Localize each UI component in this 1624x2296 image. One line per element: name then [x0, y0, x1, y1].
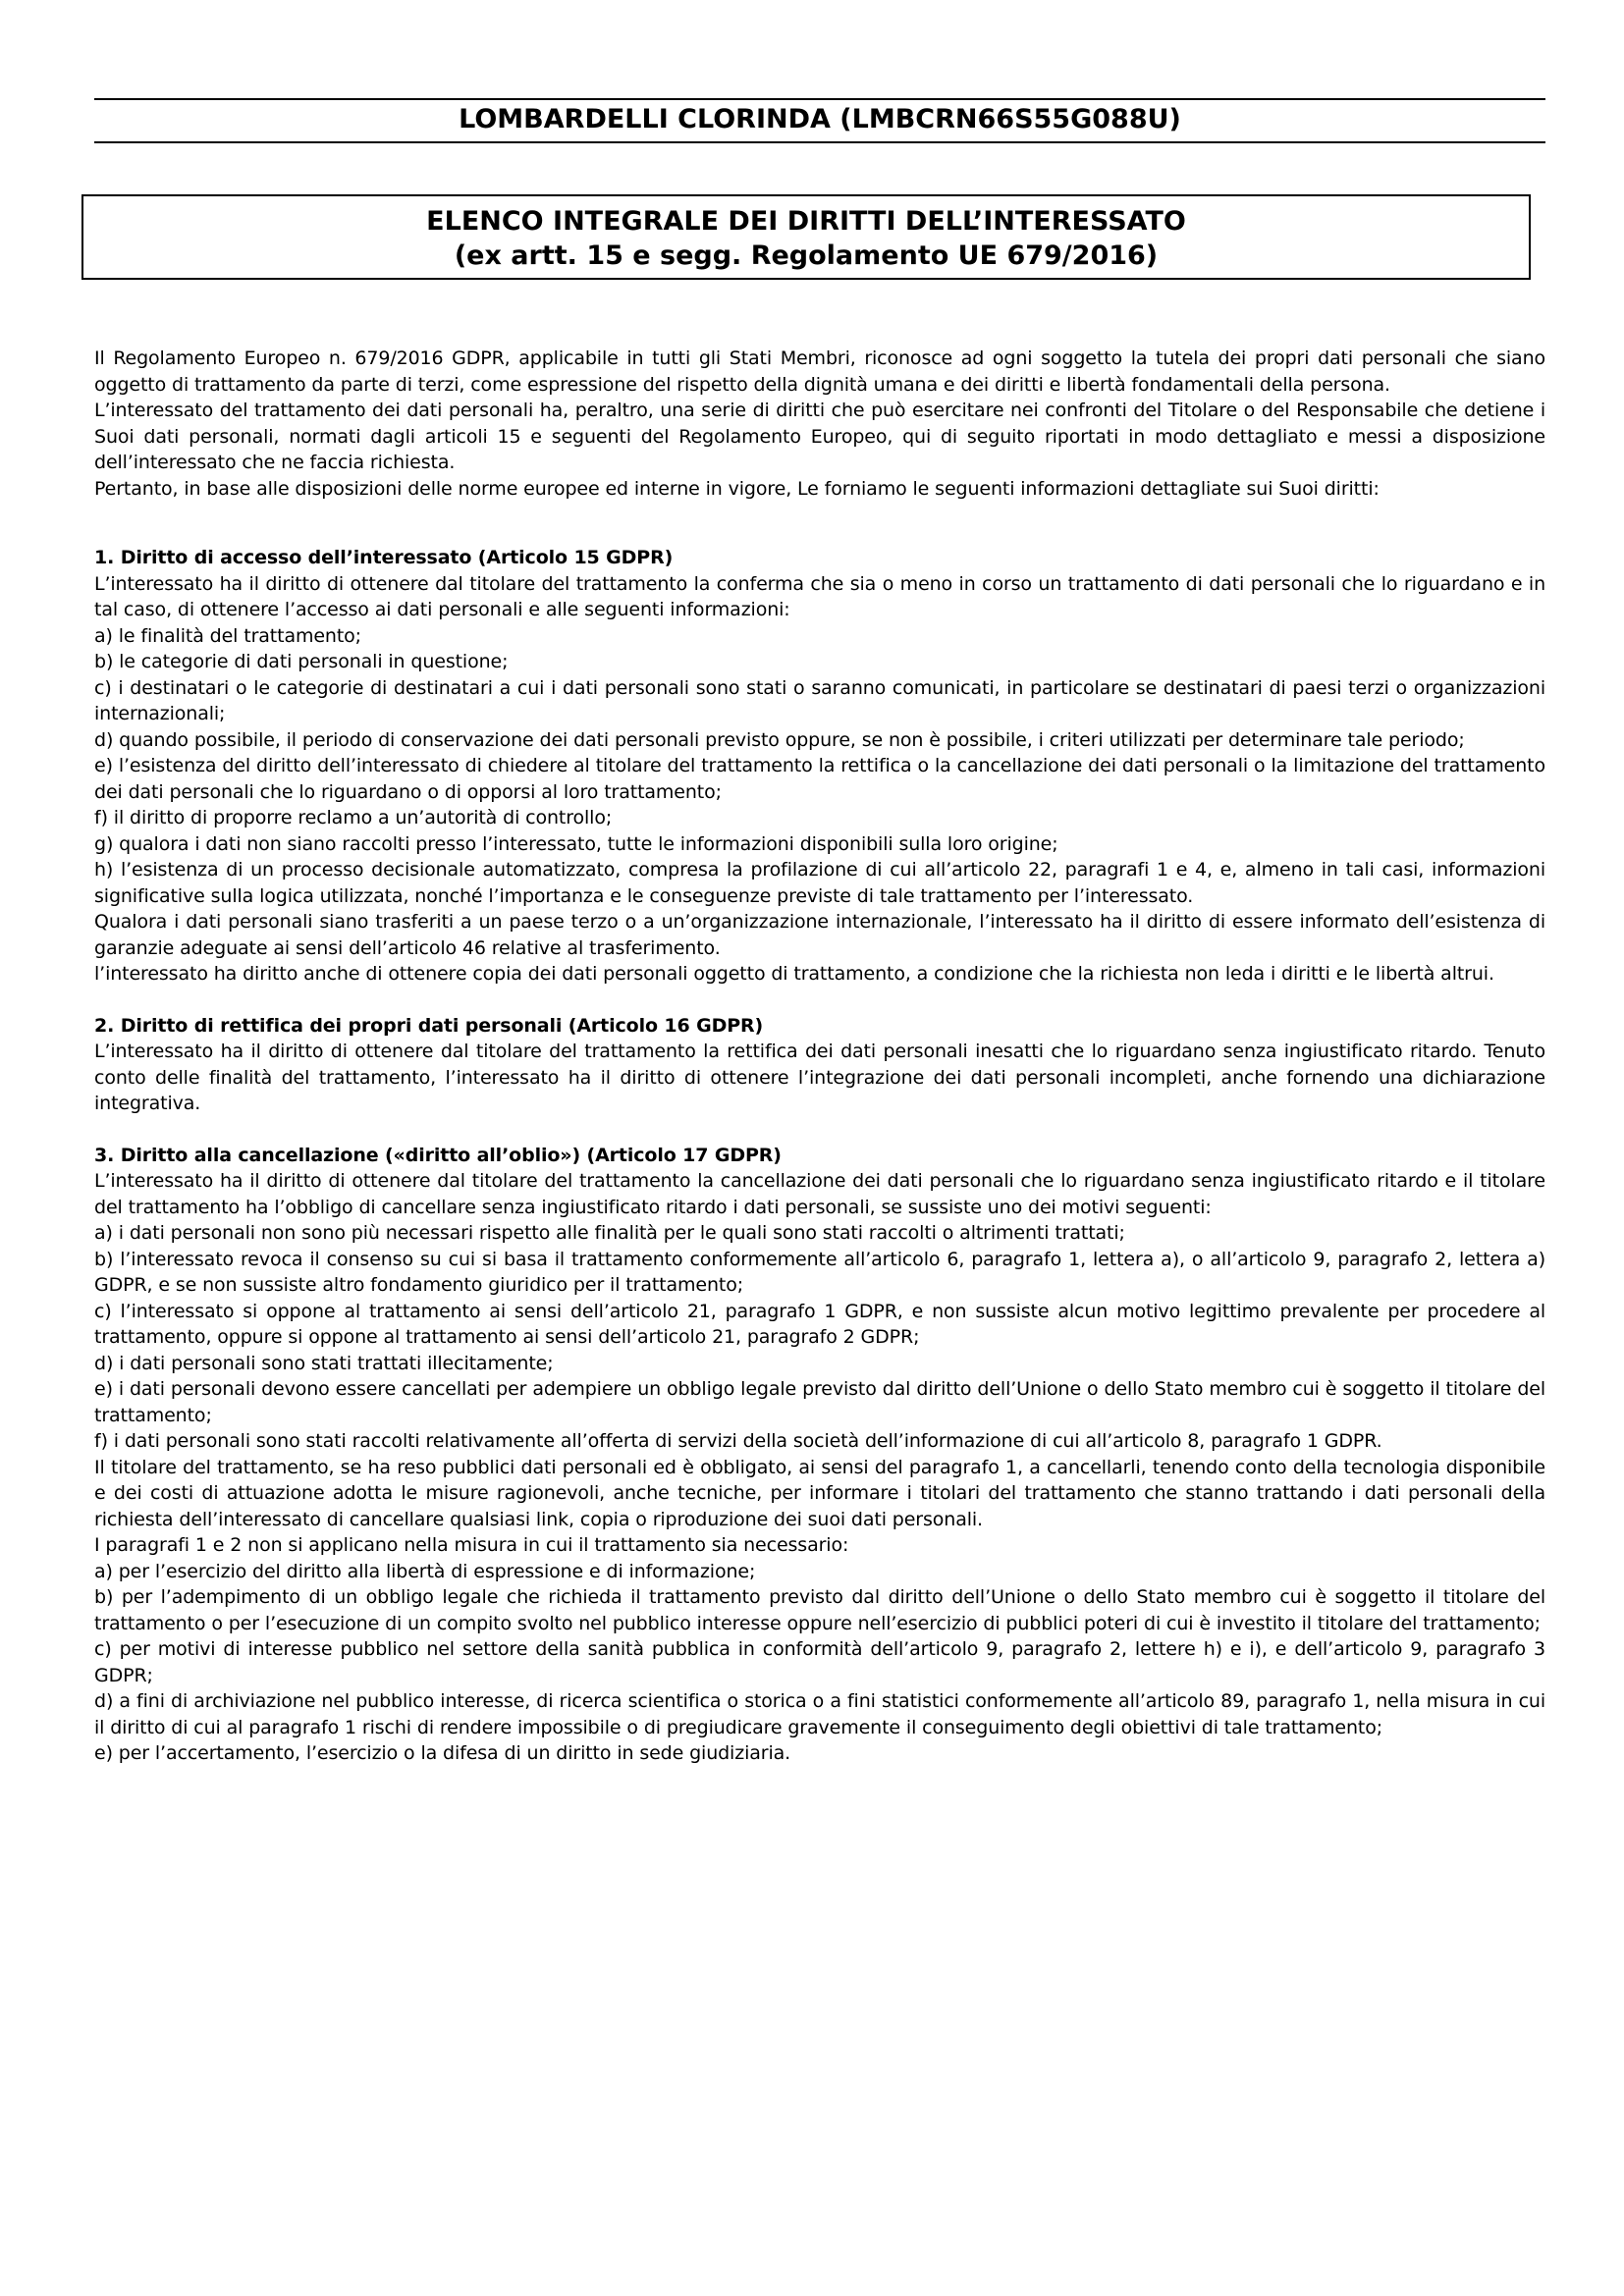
list-item: d) a fini di archiviazione nel pubblico interesse, di ricerca scientifica o storica o a fini statistici conformemente all’articolo 89, paragrafo 1, nella misura in cui il diritto di cui al paragrafo 1 rischi di rendere impossibile o di pregiudicare gravemente il conseguimento degli obiettivi di tale trattamento; — [94, 1690, 1545, 1738]
list-item: f) i dati personali sono stati raccolti relativamente all’offerta di servizi della società dell’informazione di cui all’articolo 8, paragrafo 1 GDPR. — [94, 1430, 1382, 1452]
list-item: b) le categorie di dati personali in questione; — [94, 651, 509, 672]
header-bottom-rule — [94, 141, 1545, 143]
intro-paragraph-2: L’interessato del trattamento dei dati personali ha, peraltro, una serie di diritti che può esercitare nei confronti del Titolare o del Responsabile che detiene i Suoi dati personali, normati dagli articoli 15 e seguenti del Regolamento Europeo, qui di seguito riportati in modo dettagliato e messi a disposizione dell’interessato che ne faccia richiesta. — [94, 400, 1545, 473]
document-title-line2: (ex artt. 15 e segg. Regolamento UE 679/2016) — [454, 240, 1159, 271]
section-text: Il titolare del trattamento, se ha reso pubblici dati personali ed è obbligato, ai sensi del paragrafo 1, a cancellarli, tenendo conto della tecnologia disponibile e dei costi di attuazione adotta le misure ragionevoli, anche tecniche, per informare i titolari del trattamento che stanno trattando i dati personali della richiesta dell’interessato di cancellare qualsiasi link, copia o riproduzione dei suoi dati personali. — [94, 1456, 1545, 1530]
list-item: d) quando possibile, il periodo di conservazione dei dati personali previsto oppure, se non è possibile, i criteri utilizzati per determinare tale periodo; — [94, 728, 1465, 751]
section-title: 3. Diritto alla cancellazione («diritto all’oblio») (Articolo 17 GDPR) — [94, 1144, 782, 1166]
section-text: l’interessato ha diritto anche di ottenere copia dei dati personali oggetto di trattamento, a condizione che la richiesta non leda i diritti e le libertà altrui. — [94, 963, 1494, 985]
section-title: 1. Diritto di accesso dell’interessato (Articolo 15 GDPR) — [94, 547, 674, 568]
list-item: b) per l’adempimento di un obbligo legale che richieda il trattamento previsto dal diritto dell’Unione o dello Stato membro cui è soggetto il titolare del trattamento o per l’esecuzione di un compito svolto nel pubblico interesse oppure nell’esercizio di pubblici poteri di cui è investito il titolare del trattamento; — [94, 1586, 1545, 1634]
list-item: a) le finalità del trattamento; — [94, 624, 361, 647]
header-name-code: LOMBARDELLI CLORINDA (LMBCRN66S55G088U) — [459, 104, 1181, 134]
list-item: c) l’interessato si oppone al trattamento ai sensi dell’articolo 21, paragrafo 1 GDPR, e non sussiste alcun motivo legittimo prevalente per procedere al trattamento, oppure si oppone al trattamento ai sensi dell’articolo 21, paragrafo 2 GDPR; — [94, 1300, 1545, 1348]
list-item: e) l’esistenza del diritto dell’interessato di chiedere al titolare del trattamento la rettifica o la cancellazione dei dati personali o la limitazione del trattamento dei dati personali che lo riguardano o di opporsi al loro trattamento; — [94, 755, 1545, 803]
section-text: L’interessato ha il diritto di ottenere dal titolare del trattamento la cancellazione dei dati personali che lo riguardano senza ingiustificato ritardo e il titolare del trattamento ha l’obbligo di cancellare senza ingiustificato ritardo i dati personali, se sussiste uno dei motivi seguenti: — [94, 1170, 1545, 1218]
list-item: c) i destinatari o le categorie di destinatari a cui i dati personali sono stati o saranno comunicati, in particolare se destinatari di paesi terzi o organizzazioni internazionali; — [94, 676, 1545, 724]
list-item: g) qualora i dati non siano raccolti presso l’interessato, tutte le informazioni disponibili sulla loro origine; — [94, 832, 1058, 855]
document-body — [94, 346, 1545, 1767]
list-item: a) i dati personali non sono più necessari rispetto alle finalità per le quali sono stati raccolti o altrimenti trattati; — [94, 1222, 1125, 1244]
list-item: f) il diritto di proporre reclamo a un’autorità di controllo; — [94, 807, 613, 828]
intro-paragraph-3: Pertanto, in base alle disposizioni delle norme europee ed interne in vigore, Le forniamo le seguenti informazioni dettagliate sui Suoi diritti: — [94, 477, 1380, 500]
list-item: e) per l’accertamento, l’esercizio o la difesa di un diritto in sede giudiziaria. — [94, 1742, 791, 1764]
section-text: I paragrafi 1 e 2 non si applicano nella misura in cui il trattamento sia necessario: — [94, 1534, 849, 1556]
document-title-line1: ELENCO INTEGRALE DEI DIRITTI DELL’INTERESSATO — [426, 206, 1186, 237]
section-erasure-right — [94, 1143, 1545, 1767]
section-text: L’interessato ha il diritto di ottenere dal titolare del trattamento la rettifica dei dati personali inesatti che lo riguardano senza ingiustificato ritardo. Tenuto conto delle finalità del trattamento, l’interessato ha il diritto di ottenere l’integrazione dei dati personali incompleti, anche fornendo una dichiarazione integrativa. — [94, 1041, 1545, 1114]
list-item: c) per motivi di interesse pubblico nel settore della sanità pubblica in conformità dell’articolo 9, paragrafo 2, lettere h) e i), e dell’articolo 9, paragrafo 3 GDPR; — [94, 1638, 1545, 1686]
list-item: h) l’esistenza di un processo decisionale automatizzato, compresa la profilazione di cui all’articolo 22, paragrafi 1 e 4, e, almeno in tali casi, informazioni significative sulla logica utilizzata, nonché l’importanza e le conseguenze previste di tale trattamento per l’interessato. — [94, 859, 1545, 907]
section-text: Qualora i dati personali siano trasferiti a un paese terzo o a un’organizzazione internazionale, l’interessato ha il diritto di essere informato dell’esistenza di garanzie adeguate ai sensi dell’articolo 46 relative al trasferimento. — [94, 911, 1545, 959]
intro-block — [94, 346, 1545, 502]
header-top-rule — [94, 98, 1545, 100]
list-item: b) l’interessato revoca il consenso su cui si basa il trattamento conformemente all’articolo 6, paragrafo 1, lettera a), o all’articolo 9, paragrafo 2, lettera a) GDPR, e se non sussiste altro fondamento giuridico per il trattamento; — [94, 1248, 1545, 1296]
section-text: L’interessato ha il diritto di ottenere dal titolare del trattamento la conferma che sia o meno in corso un trattamento di dati personali che lo riguardano e in tal caso, di ottenere l’accesso ai dati personali e alle seguenti informazioni: — [94, 572, 1545, 620]
document-title-box — [81, 194, 1531, 280]
intro-paragraph-1: Il Regolamento Europeo n. 679/2016 GDPR, applicabile in tutti gli Stati Membri, riconosce ad ogni soggetto la tutela dei propri dati personali che siano oggetto di trattamento da parte di terzi, come espressione del rispetto della dignità umana e dei diritti e libertà fondamentali della persona. — [94, 347, 1545, 396]
section-rectification-right — [94, 1013, 1545, 1117]
list-item: d) i dati personali sono stati trattati illecitamente; — [94, 1352, 554, 1374]
list-item: e) i dati personali devono essere cancellati per adempiere un obbligo legale previsto dal diritto dell’Unione o dello Stato membro cui è soggetto il titolare del trattamento; — [94, 1378, 1545, 1426]
section-access-right — [94, 545, 1545, 988]
section-title: 2. Diritto di rettifica dei propri dati personali (Articolo 16 GDPR) — [94, 1014, 764, 1037]
list-item: a) per l’esercizio del diritto alla libertà di espressione e di informazione; — [94, 1560, 756, 1582]
